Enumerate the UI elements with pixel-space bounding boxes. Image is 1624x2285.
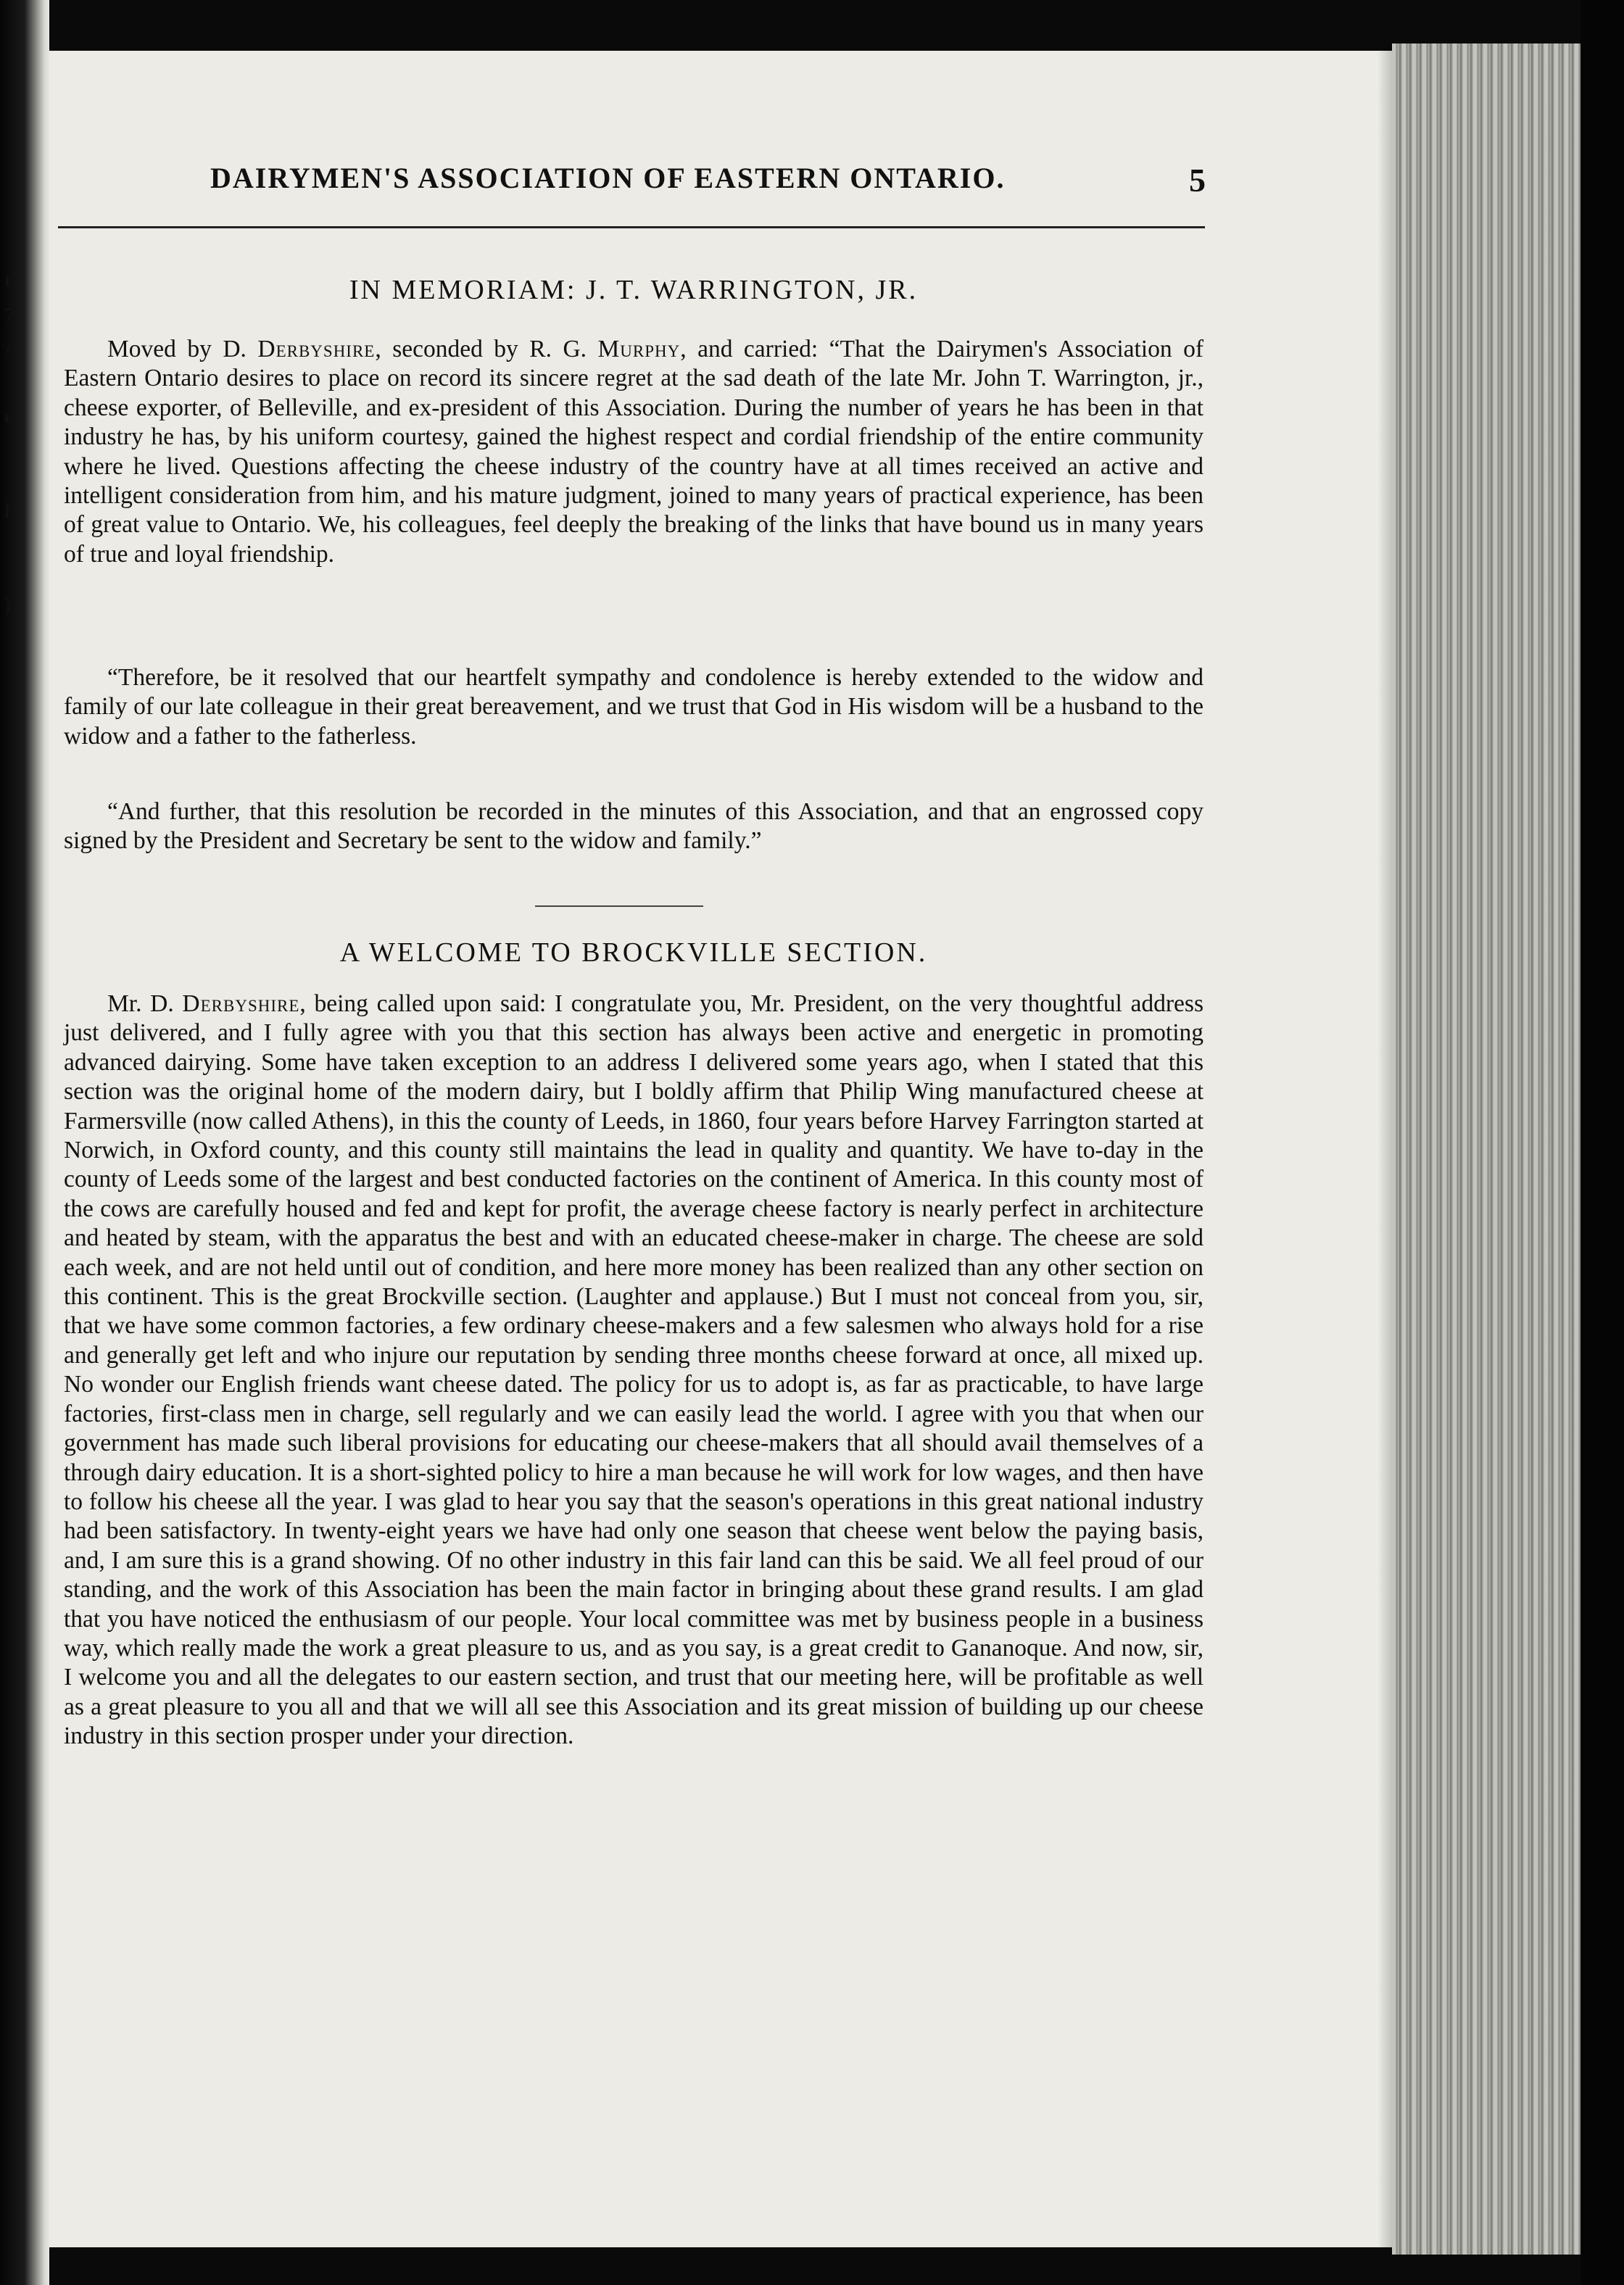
page-number: 5 xyxy=(1189,162,1206,199)
memoriam-heading: IN MEMORIAM: J. T. WARRINGTON, JR. xyxy=(349,275,919,305)
person-name: Murphy xyxy=(597,336,681,362)
margin-glyph: 7 xyxy=(4,304,14,327)
memoriam-paragraph-1: Moved by D. Derbyshire, seconded by R. G. Murphy, and carried: “That the Dairymen's Association of Eastern Ontario desires to place on record its sincere regret at the sad death of the late Mr. John T. Warrington, jr., cheese exporter, of Belleville, and ex-president of this Association. During the number of years he has been in that industry he has, by his uniform courtesy, gained the highest respect and cordial friendship of the entire community where he lived. Questions affecting the cheese industry of the country have at all times received an active and intelligent consideration from him, and his mature judgment, joined to many years of practical experience, has been of great value to Ontario. We, his colleagues, feel deeply the breaking of the links that have bound us in many years of true and loyal friendship. xyxy=(64,336,1204,568)
book-fore-edge xyxy=(1392,43,1580,2255)
person-name: Derbyshire xyxy=(257,336,376,362)
margin-glyph: ) xyxy=(4,594,12,617)
facing-page-edge xyxy=(0,0,49,2285)
welcome-paragraph: Mr. D. Derbyshire, being called upon said: I congratulate you, Mr. President, on the very thoughtful address just delivered, and I fully agree with you that this section has always been active and energetic in promoting advanced dairying. Some have taken exception to an address I delivered some years ago, when I stated that this section was the original home of the modern dairy, but I boldly affirm that Philip Wing manufactured cheese at Farmersville (now called Athens), in this the county of Leeds, in 1860, four years before Harvey Farrington started at Norwich, in Oxford county, and this county still maintains the lead in quality and quantity. We have to-day in the county of Leeds some of the largest and best conducted factories on the continent of America. In this county most of the cows are carefully housed and fed and kept for profit, the average cheese factory is nearly perfect in architecture and heated by steam, with the apparatus the best and with an educated cheese-maker in charge. The cheese are sold each week, and are not held until out of condition, and here more money has been realized than any other section on this continent. This is the great Brockville section. (Laughter and applause.) But I must not conceal from you, sir, that we have some common factories, a few ordinary cheese-makers and a few salesmen who always hold for a rise and generally get left and who injure our reputation by sending three months cheese forward at once, all mixed up. No wonder our English friends want cheese dated. The policy for us to adopt is, as far as practicable, to have large factories, first-class men in charge, sell regularly and we can easily lead the world. I agree with you that when our government has made such liberal provisions for educating our cheese-makers that all should avail themselves of a through dairy education. It is a short-sighted policy to hire a man because he will work for low wages, and then have to follow his cheese all the year. I was glad to hear you say that the season's operations in this great national industry had been satisfactory. In twenty-eight years we have had only one season that cheese went below the paying basis, and, I am sure this is a grand showing. Of no other industry in this fair land can this be said. We all feel proud of our standing, and the work of this Association has been the main factor in bringing about these grand results. I am glad that you have noticed the enthusiasm of our people. Your local committee was met by business people in a business way, which really made the work a great pleasure to us, and as you say, is a great credit to Gananoque. And now, sir, I welcome you and all the delegates to our eastern section, and trust that our meeting here, will be profitable as well as a great pleasure to you all and that we will all see this Association and its great mission of building up our cheese industry in this section prosper under your direction. xyxy=(64,990,1204,1750)
margin-glyph: l xyxy=(4,500,10,523)
memoriam-paragraph-3: “And further, that this resolution be recorded in the minutes of this Association, and that an engrossed copy signed by the President and Secretary be sent to the widow and family.” xyxy=(64,798,1204,855)
section-divider xyxy=(535,905,703,907)
margin-glyph: t xyxy=(4,270,12,292)
scan-border xyxy=(1580,0,1624,2285)
running-header: DAIRYMEN'S ASSOCIATION OF EASTERN ONTARIO. xyxy=(210,162,1006,194)
margin-glyph: / xyxy=(4,341,10,363)
welcome-heading: A WELCOME TO BROCKVILLE SECTION. xyxy=(339,937,928,968)
header-rule xyxy=(58,226,1205,228)
memoriam-paragraph-2: “Therefore, be it resolved that our heartfelt sympathy and condolence is hereby extended to the widow and family of our late colleague in their great bereavement, and we trust that God in His wisdom will be a husband to the widow and a father to the fatherless. xyxy=(64,664,1204,750)
margin-glyph: e xyxy=(4,406,14,428)
person-name: Derbyshire xyxy=(182,990,300,1017)
